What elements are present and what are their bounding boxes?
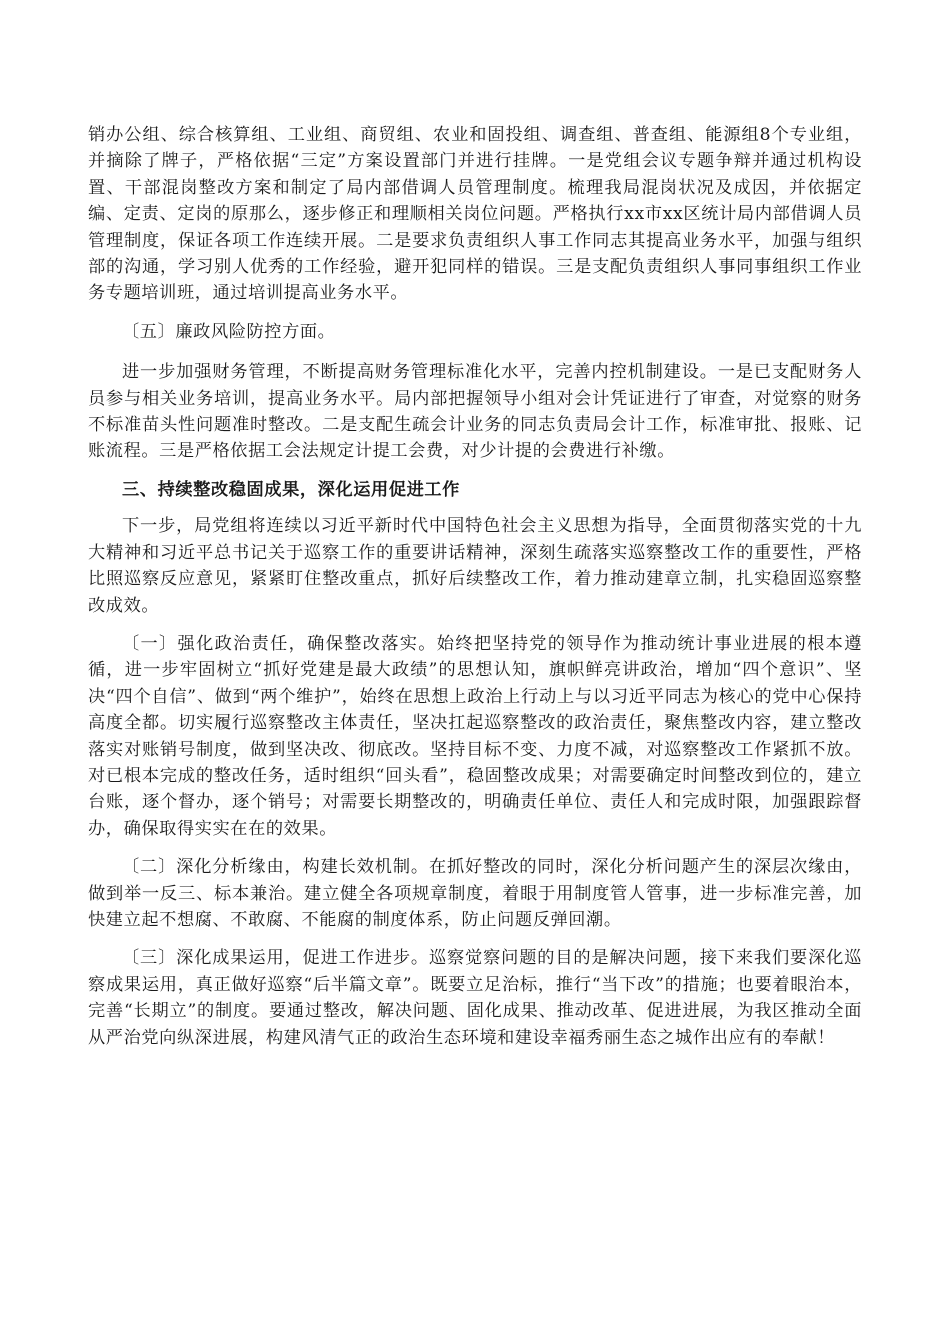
- document-page: [88, 122, 862, 1063]
- section-heading-3: 三、持续整改稳固成果，深化运用促进工作: [122, 479, 460, 500]
- paragraph-results-application: 〔三〕深化成果运用，促进工作进步。巡察觉察问题的目的是解决问题，接下来我们要深化巡察成果运用，真正做好巡察“后半篇文章”。既要立足治标，推行“当下改”的措施；也要着眼治本，完善“长期立”的制度。要通过整改，解决问题、固化成果、推动改革、促进进展，为我区推动全面从严治党向纵深进展，构建风清气正的政治生态环境和建设幸福秀丽生态之城作出应有的奉献！: [88, 948, 862, 1048]
- paragraph-continuation: 销办公组、综合核算组、工业组、商贸组、农业和固投组、调查组、普查组、能源组8个专业组，并摘除了牌子，严格依据“三定”方案设置部门并进行挂牌。一是党组会议专题争辩并通过机构设置、干部混岗整改方案和制定了局内部借调人员管理制度。梳理我局混岗状况及成因，并依据定编、定责、定岗的原那么，逐步修正和理顺相关岗位问题。严格执行xx市xx区统计局内部借调人员管理制度，保证各项工作连续开展。二是要求负责组织人事工作同志其提高业务水平，加强与组织部的沟通，学习别人优秀的工作经验，避开犯同样的错误。三是支配负责组织人事同事组织工作业务专题培训班，通过培训提高业务水平。: [88, 125, 862, 304]
- paragraph-root-cause: 〔二〕深化分析缘由，构建长效机制。在抓好整改的同时，深化分析问题产生的深层次缘由，做到举一反三、标本兼治。建立健全各项规章制度，着眼于用制度管人管事，进一步标准完善，加快建立起不想腐、不敢腐、不能腐的制度体系，防止问题反弹回潮。: [88, 857, 862, 930]
- paragraph-political-responsibility: 〔一〕强化政治责任，确保整改落实。始终把坚持党的领导作为推动统计事业进展的根本遵循，进一步牢固树立“抓好党建是最大政绩”的思想认知，旗帜鲜亮讲政治，增加“四个意识”、坚决“四个自信”、做到“两个维护”，始终在思想上政治上行动上与以习近平同志为核心的党中心保持高度全都。切实履行巡察整改主体责任，坚决扛起巡察整改的政治责任，聚焦整改内容，建立整改落实对账销号制度，做到坚决改、彻底改。坚持目标不变、力度不减，对巡察整改工作紧抓不放。对已根本完成的整改任务，适时组织“回头看”，稳固整改成果；对需要确定时间整改到位的，建立台账，逐个督办，逐个销号；对需要长期整改的，明确责任单位、责任人和完成时限，加强跟踪督办，确保取得实实在在的效果。: [88, 633, 862, 839]
- subheading-integrity-risk: 〔五〕廉政风险防控方面。: [122, 321, 336, 342]
- paragraph-finance: 进一步加强财务管理，不断提高财务管理标准化水平，完善内控机制建设。一是已支配财务人员参与相关业务培训，提高业务水平。局内部把握领导小组对会计凭证进行了审查，对觉察的财务不标准苗头性问题准时整改。二是支配生疏会计业务的同志负责局会计工作，标准审批、报账、记账流程。三是严格依据工会法规定计提工会费，对少计提的会费进行补缴。: [88, 362, 862, 462]
- paragraph-next-step: 下一步，局党组将连续以习近平新时代中国特色社会主义思想为指导，全面贯彻落实党的十九大精神和习近平总书记关于巡察工作的重要讲话精神，深刻生疏落实巡察整改工作的重要性，严格比照巡察反应意见，紧紧盯住整改重点，抓好后续整改工作，着力推动建章立制，扎实稳固巡察整改成效。: [88, 516, 862, 616]
